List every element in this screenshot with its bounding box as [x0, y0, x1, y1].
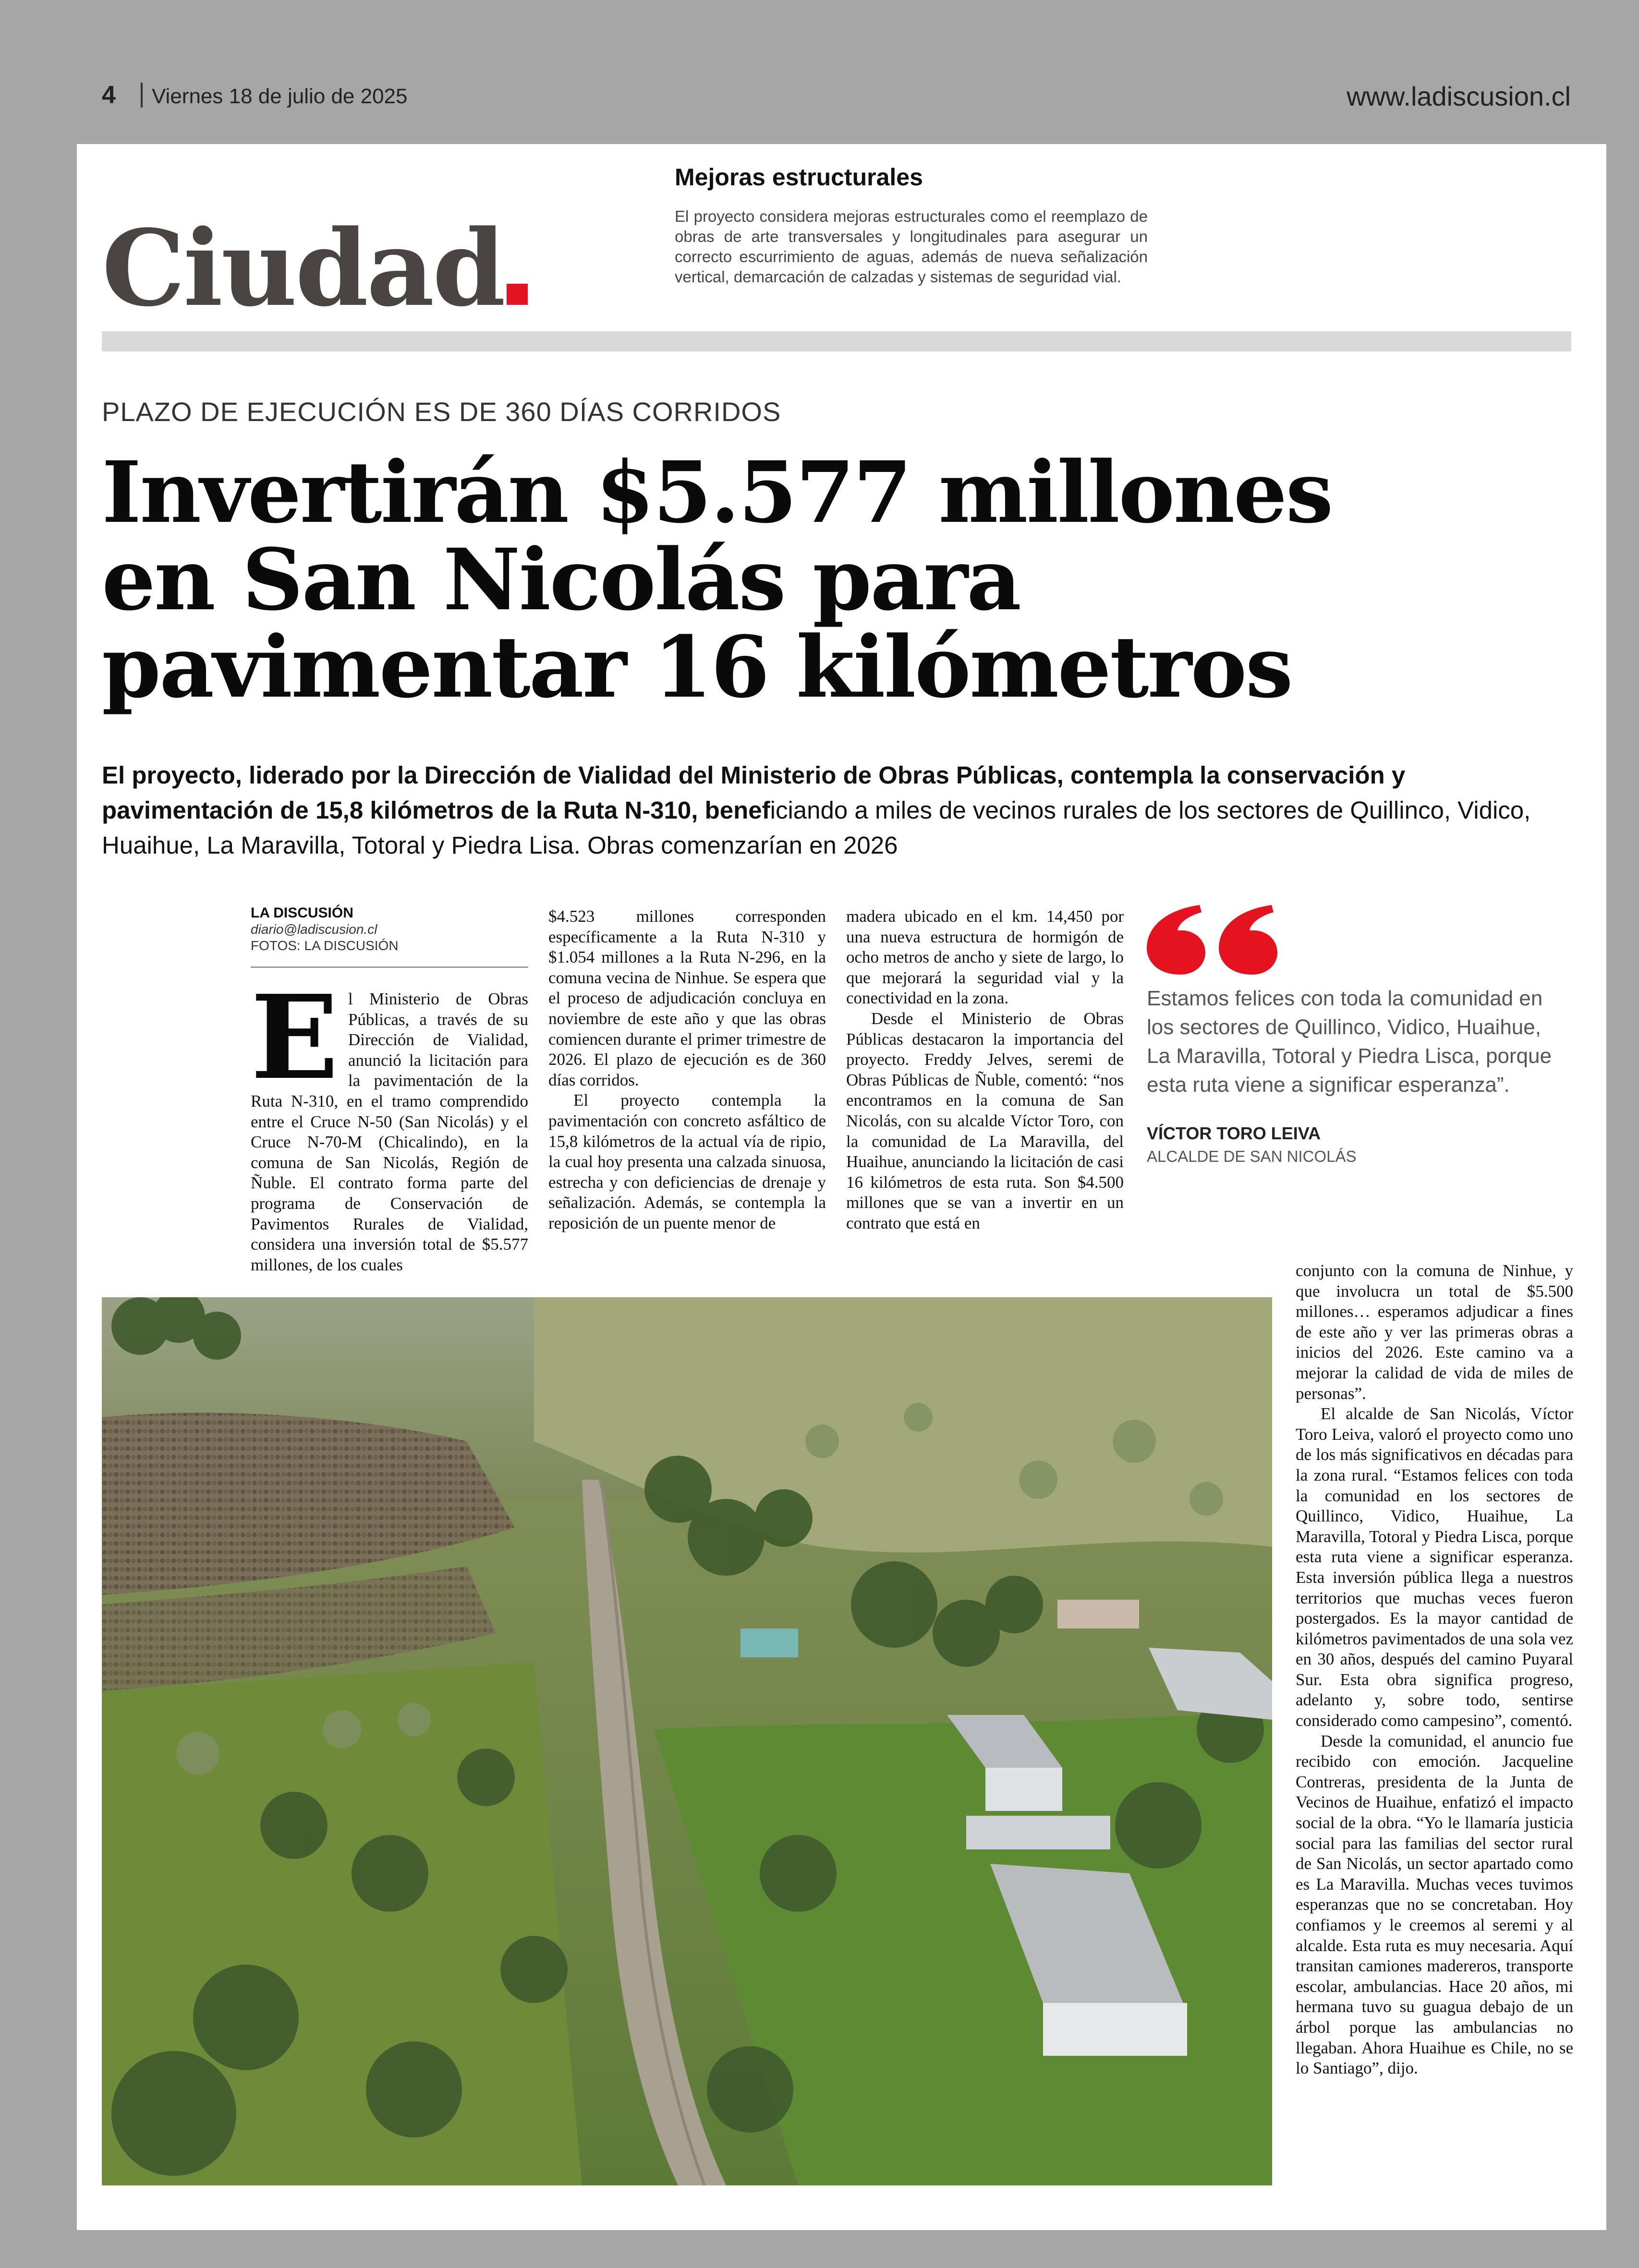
section-title — [102, 207, 528, 330]
article-paragraph: madera ubicado en el km. 14,450 por una nueva estructura de hormigón de ocho metros de ancho y siete de largo, lo que mejorará la seguridad vial y la conectividad en la zona. — [846, 907, 1124, 1008]
issue-date: Viernes 18 de julio de 2025 — [152, 84, 408, 108]
byline-photos: FOTOS: LA DISCUSIÓN — [251, 938, 399, 953]
headline-line: pavimentar 16 kilómetros — [102, 617, 1292, 717]
article-paragraph: Desde la comunidad, el anuncio fue recibido con emoción. Jacqueline Contreras, presidenta de la Junta de Vecinos de Huaihue, enfatizó el impacto social de la obra. “Yo le llamaría justicia social para las familias del sector rural de San Nicolás, un sector apartado como es La Maravilla. Muchas veces tuvimos esperanzas que no se concretaban. Hoy confiamos y le creemos al seremi y al alcalde. Esta ruta es muy necesaria. Aquí transitan camiones madereros, transporte escolar, ambulancias. Hace 20 años, mi hermana tuvo su guagua debajo de un árbol porque las ambulancias no llegaban. Ahora Huaihue es Chile, no se lo Santiago”, dijo. — [1296, 1731, 1573, 2078]
pullquote-role: ALCALDE DE SAN NICOLÁS — [1147, 1147, 1357, 1165]
article-column-4 — [1296, 1261, 1573, 2079]
article-lead — [102, 758, 1571, 863]
lead-bold: El proyecto, liderado por la Dirección de Vialidad del Ministerio de Obras Públicas, contempla la conservación y pavimentación de 15,8 kilómetros de la Ruta N-310, benef — [102, 761, 1406, 824]
article-paragraph: Desde el Ministerio de Obras Públicas destacaron la importancia del proyecto. Freddy Jelves, seremi de Obras Públicas de Ñuble, comentó: “nos encontramos en la comuna de San Nicolás, con su alcalde Víctor Toro, con la comunidad de La Maravilla, del Huaihue, anunciando la licitación de casi 16 kilómetros de esta ruta. Son $4.500 millones que se van a invertir en un contrato que está en — [846, 1009, 1124, 1232]
byline — [251, 905, 528, 968]
article-paragraph: $4.523 millones corresponden específicamente a la Ruta N-310 y $1.054 millones a la Ruta N-296, en la comuna vecina de Ninhue. Se espera que el proceso de adjudicación concluya en noviembre de este año y que las obras comiencen durante el primer trimestre de 2026. El plazo de ejecución es de 360 días corridos. — [548, 907, 826, 1089]
page-header — [0, 0, 1639, 144]
article-paragraph: conjunto con la comuna de Ninhue, y que involucra un total de $5.500 millones… esperamos adjudicar a fines de este año y ver las primeras obras a inicios del 2026. Este camino va a mejorar la calidad de vida de miles de personas”. — [1296, 1261, 1573, 1403]
newspaper-page — [77, 144, 1606, 2230]
header-rule — [102, 331, 1571, 351]
lead-regular: iciando a miles de vecinos rurales de los sectores de Quillinco, Vidico, Huaihue, La Maravilla, Totoral y Piedra Lisa. Obras comenzarían en 2026 — [102, 796, 1531, 859]
article-paragraph: El alcalde de San Nicolás, Víctor Toro Leiva, valoró el proyecto como uno de los más significativos en décadas para la zona rural. “Estamos felices con toda la comunidad en los sectores de Quillinco, Vidico, Huaihue, La Maravilla, Totoral y Piedra Lisca, porque esta ruta viene a significar esperanza. Esta inversión pública llega a nuestros territorios que muchas veces fueron postergados. Es la mayor cantidad de kilómetros pavimentados de una sola vez en 30 años, después del camino Puyaral Sur. Esta obra significa progreso, adelanto y, sobre todo, sentirse considerado como campesino”, comentó. — [1296, 1404, 1573, 1730]
byline-email[interactable]: diario@ladiscusion.cl — [251, 922, 377, 937]
header-divider — [141, 83, 143, 108]
pullquote — [1147, 903, 1569, 1166]
article-column-3 — [846, 906, 1124, 1234]
article-paragraph: El proyecto contempla la pavimentación con concreto asfáltico de 15,8 kilómetros de la actual vía de ripio, la cual hoy presenta una calzada sinuosa, estrecha y con deficiencias de drenaje y señalización. Además, se contempla la reposición de un puente menor de — [548, 1091, 826, 1232]
article-paragraph: l Ministerio de Obras Públicas, a través de su Dirección de Vialidad, anunció la licitación para la pavimentación de la Ruta N-310, en el tramo comprendido entre el Cruce N-50 (San Nicolás) y el Cruce N-70-M (Chicalindo), en la comuna de San Nicolás, Región de Ñuble. El contrato forma parte del programa de Conservación de Pavimentos Rurales de Vialidad, considera una inversión total de $5.577 millones, de los cuales — [251, 989, 528, 1274]
article-headline — [102, 443, 1590, 717]
byline-rule — [251, 966, 528, 968]
quote-mark-icon — [1147, 903, 1569, 984]
sidebox-text: El proyecto considera mejoras estructurales como el reemplazo de obras de arte transversales y longitudinales para asegurar un correcto escurrimiento de aguas, además de nueva señalización vertical, demarcación de calzadas y sistemas de seguridad vial. — [675, 207, 1148, 286]
sidebox — [675, 163, 1148, 287]
sidebox-title: Mejoras estructurales — [675, 164, 923, 191]
headline-line: Invertirán $5.577 millones — [102, 443, 1332, 542]
pullquote-text: Estamos felices con toda la comunidad en los sectores de Quillinco, Vidico, Huaihue, La Maravilla, Totoral y Piedra Lisca, porque esta ruta viene a significar esperanza”. — [1147, 987, 1552, 1097]
website-link[interactable]: www.ladiscusion.cl — [1347, 81, 1571, 111]
article-column-2 — [548, 906, 826, 1234]
headline-line: en San Nicolás para — [102, 530, 1020, 629]
aerial-rural-road-photo — [102, 1297, 1272, 2185]
section-accent-dot — [507, 284, 528, 305]
byline-name: LA DISCUSIÓN — [251, 905, 353, 921]
pullquote-author: VÍCTOR TORO LEIVA — [1147, 1123, 1321, 1143]
dropcap: E — [251, 970, 339, 1105]
page-number: 4 — [102, 81, 116, 109]
article-kicker: PLAZO DE EJECUCIÓN ES DE 360 DÍAS CORRIDOS — [102, 397, 781, 427]
article-column-1 — [251, 970, 528, 1275]
section-name: Ciudad — [102, 207, 504, 330]
